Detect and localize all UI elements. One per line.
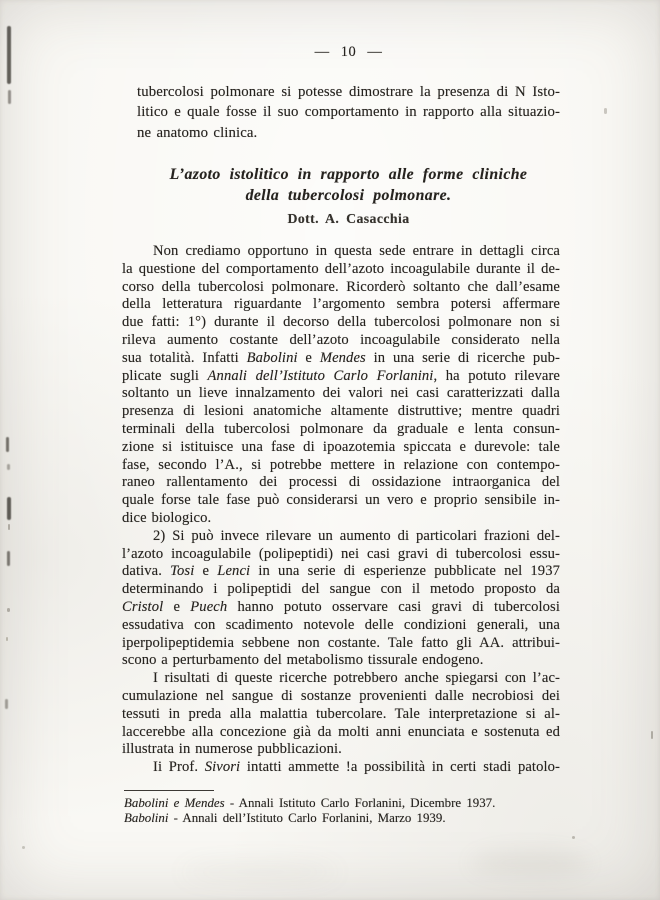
body-line: illustrata in numerose pubblicazioni.	[122, 741, 342, 758]
scan-artifact	[651, 731, 653, 739]
scan-artifact	[22, 846, 25, 849]
footnote-line: Babolini e Mendes - Annali Istituto Carlo Forlanini, Dicembre 1937.	[124, 796, 496, 810]
body-line: terminali della tubercolosi polmonare da graduale e lenta consun-	[122, 420, 560, 437]
footnotes	[124, 796, 564, 827]
body-line: sua totalità. Infatti Babolini e Mendes in una serie di ricerche pub-	[122, 349, 561, 366]
body-line: essudativa con scadimento notevole delle condizioni generali, una	[122, 616, 560, 633]
scan-artifact	[572, 836, 575, 839]
body-line: iperpolipeptidemia sebbene non costante. Tale fatto gli AA. attribui-	[122, 634, 560, 651]
body-line: 2) Si può invece rilevare un aumento di particolari frazioni del-	[153, 527, 560, 544]
body-line: dice biologico.	[122, 509, 212, 526]
scan-artifact	[5, 699, 8, 709]
footnote-rule	[124, 790, 214, 791]
body-line: corso della tubercolosi polmonare. Ricorderò soltanto che dall’esame	[122, 278, 560, 295]
body-line: Non crediamo opportuno in questa sede entrare in dettagli circa	[153, 243, 560, 259]
scan-artifact	[6, 437, 9, 452]
page-number: — 10 —	[314, 44, 383, 60]
body-line: laccerebbe alla concezione già da molti anni enunciata e sostenuta ed	[122, 723, 560, 740]
scan-artifact	[7, 608, 10, 612]
body-line: tessuti in preda alla malattia tubercolare. Tale interpretazione si al-	[122, 705, 560, 722]
scan-artifact	[8, 90, 11, 104]
article-author: Dott. A. Casacchia	[287, 211, 410, 226]
body-line: rileva aumento costante dell’azoto incoagulabile considerato nella	[122, 331, 560, 348]
body-line: l’azoto incoagulabile (polipeptidi) nei casi gravi di tubercolosi essu-	[122, 545, 560, 562]
body-line: raneo rallentamento dei processi di ossidazione intraorganica del	[122, 474, 560, 491]
scan-artifact	[7, 26, 11, 84]
body-line: fase, secondo l’A., si potrebbe mettere in relazione con contempo-	[122, 456, 560, 473]
article-title-line1: L’azoto istolitico in rapporto alle forme cliniche	[169, 166, 528, 183]
body-line: della letteratura riguardante l’argomento sembra potersi affermare	[122, 296, 560, 313]
article-title-line2: della tubercolosi polmonare.	[245, 186, 452, 204]
intro-line: litico e quale fosse il suo comportamento in rapporto alla situazio-	[137, 104, 560, 121]
scan-artifact	[7, 464, 10, 470]
scan-artifact	[8, 524, 10, 530]
body-line: zione si istituisce una fase di ipoazotemia spiccata e durevole: tale	[122, 438, 560, 455]
scan-artifact	[180, 862, 340, 882]
body-line: presenza di lesioni anatomiche altamente distruttive; mentre quadri	[122, 403, 560, 420]
body-text	[122, 243, 560, 777]
scan-artifact	[6, 637, 8, 641]
body-line: Ii Prof. Sivori intatti ammette !a possibilità in certi stadi patolo-	[153, 759, 560, 776]
intro-line: ne anatomo clinica.	[137, 124, 258, 141]
body-line: due fatti: 1°) durante il decorso della tubercolosi polmonare non si	[122, 314, 560, 331]
body-line: plicate sugli Annali dell’Istituto Carlo Forlanini, ha potuto rilevare	[122, 367, 560, 384]
body-line: la questione del comportamento dell’azoto incoagulabile durante il de-	[122, 260, 560, 277]
body-line: Cristol e Puech hanno potuto osservare casi gravi di tubercolosi	[122, 598, 560, 615]
intro-paragraph	[137, 82, 560, 143]
scan-artifact	[7, 497, 11, 520]
body-line: soltanto un lieve innalzamento dei valori nei casi caratterizzati dalla	[122, 385, 560, 402]
body-line: I risultati di queste ricerche potrebbero anche spiegarsi con l’ac-	[153, 670, 560, 687]
body-line: determinando i polipeptidi del sangue con il metodo proposto da	[122, 581, 560, 598]
body-line: scono a perturbamento del metabolismo tissurale endogeno.	[122, 652, 484, 669]
scan-artifact	[470, 850, 590, 876]
body-line: quale forse tale fase può considerarsi un vero e proprio sensibile in-	[122, 492, 560, 509]
body-line: cumulazione nel sangue di sostanze provenienti dalle necrobiosi dei	[122, 687, 560, 704]
article-title	[137, 165, 560, 206]
scan-artifact	[604, 108, 607, 114]
scan-artifact	[7, 551, 10, 566]
footnote-line: Babolini - Annali dell’Istituto Carlo Forlanini, Marzo 1939.	[124, 811, 446, 826]
body-line: dativa. Tosi e Lenci in una serie di esperienze pubblicate nel 1937	[122, 563, 560, 580]
intro-line: tubercolosi polmonare si potesse dimostrare la presenza di N Isto-	[137, 84, 560, 100]
